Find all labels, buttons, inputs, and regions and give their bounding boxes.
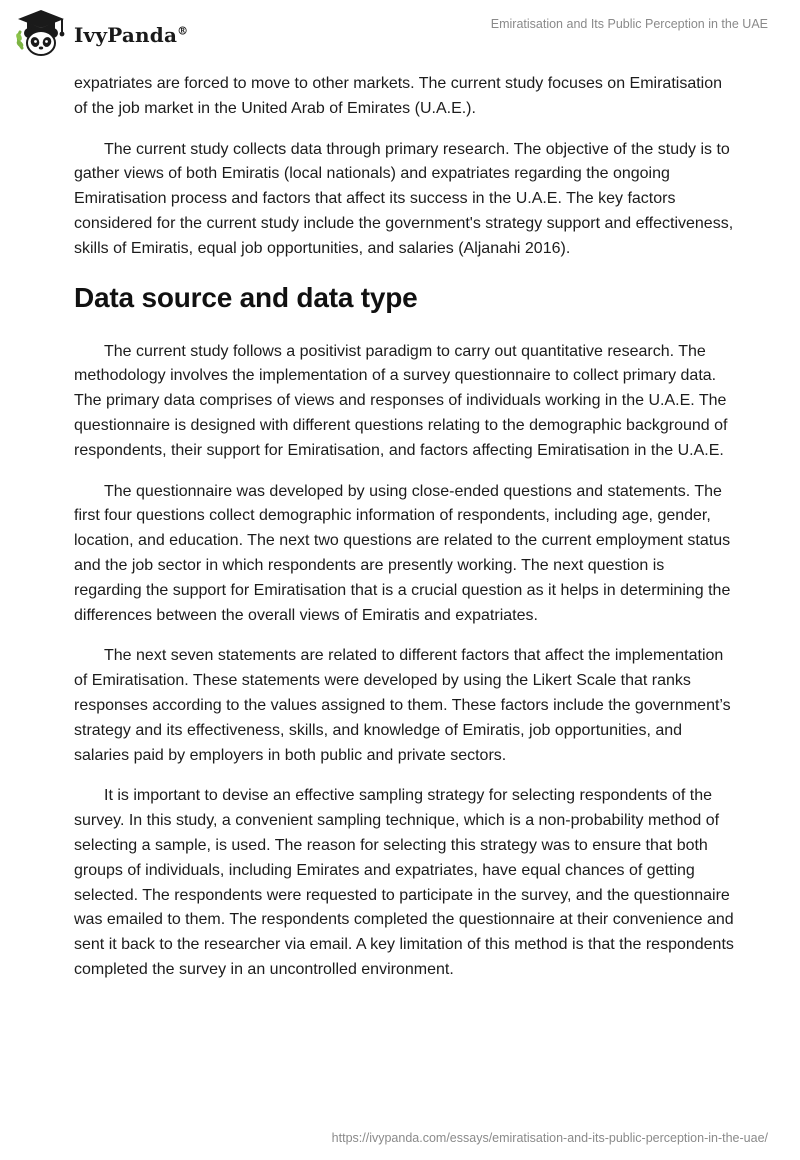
panda-graduate-icon: [14, 8, 68, 58]
paragraph-objective: The current study collects data through primary research. The objective of the study is to gather views of both Emiratis (local nationals) and expatriates regarding the ongoing Emiratisation process and factors that affect its success in the U.A.E. The key factors considered for the current study include the government's strategy support and effectiveness, skills of Emiratis, equal job opportunities, and salaries (Aljanahi 2016).: [74, 140, 734, 257]
paragraph-paradigm: The current study follows a positivist paradigm to carry out quantitative research. The methodology involves the implementation of a survey questionnaire to collect primary data. The primary data comprises of views and responses of individuals working in the U.A.E. The questionnaire is designed with different questions relating to the demographic background of respondents, their support for Emiratisation, and factors affecting Emiratisation in the U.A.E.: [74, 342, 728, 459]
brand-name: IvyPanda®: [74, 23, 189, 47]
paragraph-likert: The next seven statements are related to different factors that affect the implementation of Emiratisation. These statements were developed by using the Likert Scale that ranks responses according to the values assigned to them. These factors include the government’s strategy and its effectiveness, skills, and knowledge of Emiratis, job opportunities, and salaries paid by employers in both public and private sectors.: [74, 647, 731, 764]
document-title: Emiratisation and Its Public Perception in the UAE: [490, 17, 768, 31]
ivypanda-logo[interactable]: [14, 8, 188, 58]
essay-body: [74, 72, 734, 999]
source-url-link[interactable]: https://ivypanda.com/essays/emiratisation-and-its-public-perception-in-the-uae/: [331, 1131, 768, 1145]
section-heading: Data source and data type: [74, 281, 418, 313]
paragraph-continued: expatriates are forced to move to other markets. The current study focuses on Emiratisation of the job market in the United Arab of Emirates (U.A.E.).: [74, 75, 723, 117]
paragraph-sampling: It is important to devise an effective sampling strategy for selecting respondents of the survey. In this study, a convenient sampling technique, which is a non-probability method of selecting a sample, is used. The reason for selecting this strategy was to ensure that both groups of individuals, including Emirates and expatriates, have equal chances of getting selected. The respondents were requested to participate in the survey, and the questionnaire was emailed to them. The respondents completed the questionnaire at their convenience and sent it back to the researcher via email. A key limitation of this method is that the respondents completed the survey in an uncontrolled environment.: [74, 787, 734, 978]
page-header: [0, 0, 800, 70]
paragraph-questionnaire: The questionnaire was developed by using close-ended questions and statements. The first four questions collect demographic information of respondents, including age, gender, location, and education. The next two questions are related to the current employment status and the job sector in which respondents are presently working. The next question is regarding the support for Emiratisation that is a crucial question as it helps in determining the differences between the overall views of Emiratis and expatriates.: [74, 482, 731, 624]
